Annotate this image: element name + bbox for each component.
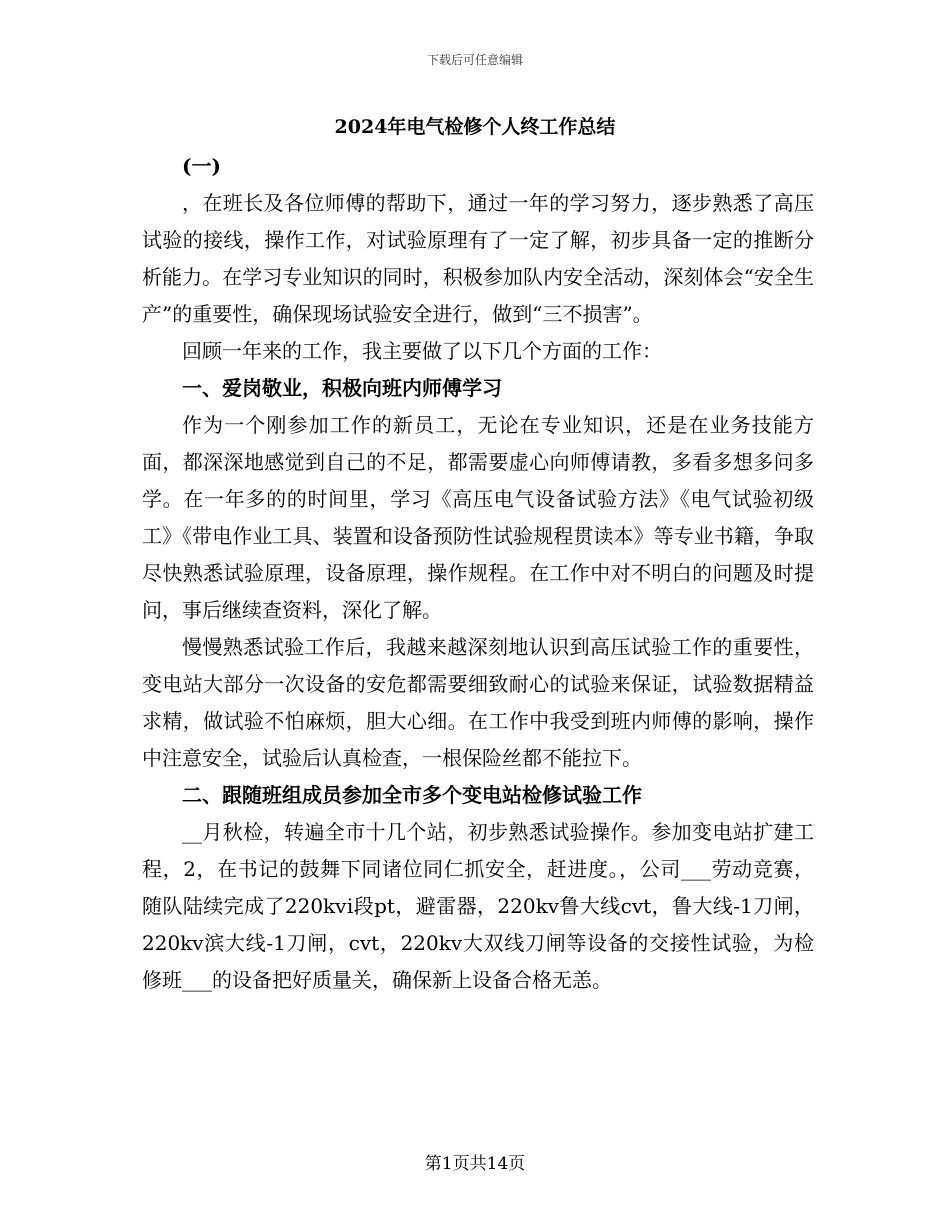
section-heading-1: 一、爱岗敬业，积极向班内师傅学习 <box>182 376 502 400</box>
section-marker: (一) <box>182 154 221 178</box>
paragraph: 慢慢熟悉试验工作后，我越来越深刻地认识到高压试验工作的重要性，变电站大部分一次设备的安危都需要细致耐心的试验来保证，试验数据精益求精，做试验不怕麻烦，胆大心细。在工作中我受到班内师傅的影响，操作中注意安全，试验后认真检查，一根保险丝都不能拉下。 <box>142 635 814 770</box>
paragraph: ，在班长及各位师傅的帮助下，通过一年的学习努力，逐步熟悉了高压试验的接线，操作工作，对试验原理有了一定了解，初步具备一定的推断分析能力。在学习专业知识的同时，积极参加队内安全活动，深刻体会“安全生产”的重要性，确保现场试验安全进行，做到“三不损害”。 <box>142 191 814 326</box>
page-number: 第1页共14页 <box>424 1154 526 1174</box>
paragraph: 回顾一年来的工作，我主要做了以下几个方面的工作： <box>182 339 662 363</box>
paragraph: 作为一个刚参加工作的新员工，无论在专业知识，还是在业务技能方面，都深深地感觉到自己的不足，都需要虚心向师傅请教，多看多想多问多学。在一年多的的时间里，学习《高压电气设备试验方法》《电气试验初级工》《带电作业工具、装置和设备预防性试验规程贯读本》等专业书籍，争取尽快熟悉试验原理，设备原理，操作规程。在工作中对不明白的问题及时提问，事后继续查资料，深化了解。 <box>142 413 814 622</box>
document-title: 2024年电气检修个人终工作总结 <box>334 116 616 138</box>
document-body <box>142 148 814 999</box>
page-header-note: 下载后可任意编辑 <box>426 53 523 67</box>
paragraph: __月秋检，转遍全市十几个站，初步熟悉试验操作。参加变电站扩建工程，2，在书记的鼓舞下同诸位同仁抓安全，赶进度。，公司___劳动竞赛，随队陆续完成了220kvⅰ段pt，避雷器，220kv鲁大线cvt，鲁大线-1刀闸，220kv滨大线-1刀闸，cvt，220kv大双线刀闸等设备的交接性试验，为检修班___的设备把好质量关，确保新上设备合格无恙。 <box>142 820 814 992</box>
section-heading-2: 二、跟随班组成员参加全市多个变电站检修试验工作 <box>182 783 642 807</box>
